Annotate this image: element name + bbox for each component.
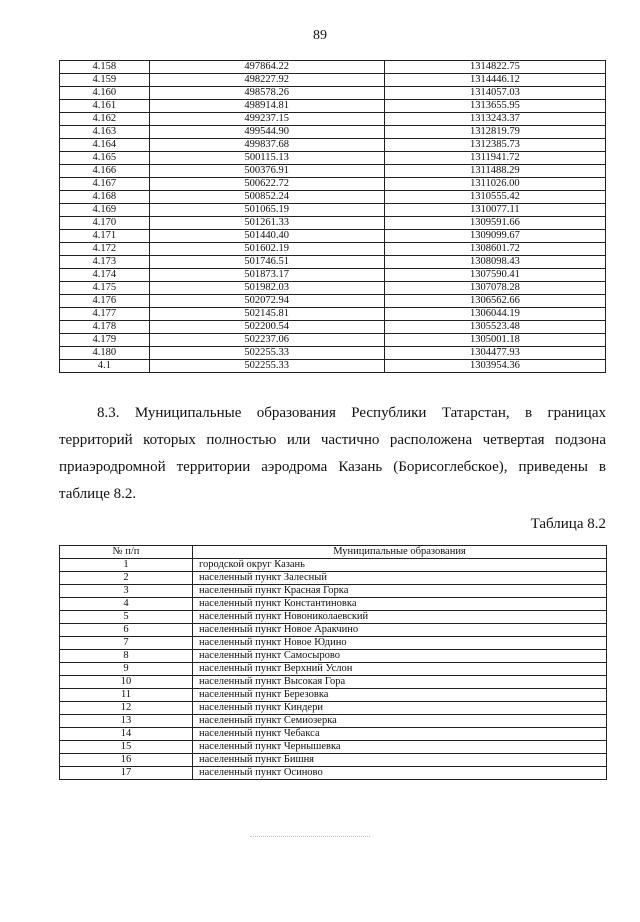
table-row [60,74,606,87]
page-number: 89 [313,28,327,43]
point-id-cell: 4.176 [60,295,150,308]
x-coordinate-cell: 500115.13 [149,152,384,165]
table-row [60,308,606,321]
x-coordinate-cell: 498227.92 [149,74,384,87]
y-coordinate-cell: 1303954.36 [384,360,605,373]
y-coordinate-cell: 1304477.93 [384,347,605,360]
point-id-cell: 4.161 [60,100,150,113]
table-caption: Таблица 8.2 [530,516,606,532]
table-row [60,334,606,347]
point-id-cell: 4.168 [60,191,150,204]
municipality-cell: населенный пункт Киндери [193,702,607,715]
table-row [60,767,607,780]
table-row [60,139,606,152]
header-number: № п/п [60,546,193,559]
x-coordinate-cell: 500622.72 [149,178,384,191]
table-header-row [60,546,607,559]
table-row [60,360,606,373]
table-row [60,702,607,715]
table-row [60,598,607,611]
header-municipalities: Муниципальные образования [193,546,607,559]
row-number-cell: 3 [60,585,193,598]
x-coordinate-cell: 500852.24 [149,191,384,204]
point-id-cell: 4.159 [60,74,150,87]
x-coordinate-cell: 502072.94 [149,295,384,308]
coordinates-table [59,60,606,373]
x-coordinate-cell: 501602.19 [149,243,384,256]
table-row [60,663,607,676]
row-number-cell: 16 [60,754,193,767]
y-coordinate-cell: 1308601.72 [384,243,605,256]
x-coordinate-cell: 501440.40 [149,230,384,243]
y-coordinate-cell: 1311488.29 [384,165,605,178]
row-number-cell: 4 [60,598,193,611]
table-row [60,676,607,689]
paragraph-8-3 [59,400,606,508]
table-row [60,624,607,637]
point-id-cell: 4.164 [60,139,150,152]
x-coordinate-cell: 499544.90 [149,126,384,139]
y-coordinate-cell: 1314057.03 [384,87,605,100]
y-coordinate-cell: 1314446.12 [384,74,605,87]
x-coordinate-cell: 498914.81 [149,100,384,113]
point-id-cell: 4.171 [60,230,150,243]
x-coordinate-cell: 499237.15 [149,113,384,126]
x-coordinate-cell: 502237.06 [149,334,384,347]
table-row [60,559,607,572]
table-row [60,269,606,282]
y-coordinate-cell: 1312385.73 [384,139,605,152]
table-row [60,754,607,767]
y-coordinate-cell: 1306044.19 [384,308,605,321]
point-id-cell: 4.175 [60,282,150,295]
y-coordinate-cell: 1310077.11 [384,204,605,217]
table-row [60,87,606,100]
municipalities-table [59,545,607,780]
municipality-cell: населенный пункт Новое Аракчино [193,624,607,637]
table-row [60,611,607,624]
row-number-cell: 9 [60,663,193,676]
row-number-cell: 13 [60,715,193,728]
municipality-cell: населенный пункт Красная Горка [193,585,607,598]
x-coordinate-cell: 502255.33 [149,347,384,360]
table-row [60,728,607,741]
municipality-cell: городской округ Казань [193,559,607,572]
municipality-cell: населенный пункт Высокая Гора [193,676,607,689]
point-id-cell: 4.173 [60,256,150,269]
table-row [60,585,607,598]
x-coordinate-cell: 501746.51 [149,256,384,269]
point-id-cell: 4.178 [60,321,150,334]
table-row [60,689,607,702]
y-coordinate-cell: 1307590.41 [384,269,605,282]
y-coordinate-cell: 1307078.28 [384,282,605,295]
table-row [60,347,606,360]
table-row [60,715,607,728]
y-coordinate-cell: 1313243.37 [384,113,605,126]
x-coordinate-cell: 501873.17 [149,269,384,282]
x-coordinate-cell: 500376.91 [149,165,384,178]
x-coordinate-cell: 501261.33 [149,217,384,230]
row-number-cell: 7 [60,637,193,650]
table-row [60,230,606,243]
table-row [60,650,607,663]
row-number-cell: 6 [60,624,193,637]
row-number-cell: 15 [60,741,193,754]
municipality-cell: населенный пункт Бишня [193,754,607,767]
y-coordinate-cell: 1314822.75 [384,61,605,74]
row-number-cell: 10 [60,676,193,689]
row-number-cell: 5 [60,611,193,624]
municipality-cell: населенный пункт Новое Юдино [193,637,607,650]
y-coordinate-cell: 1305001.18 [384,334,605,347]
x-coordinate-cell: 498578.26 [149,87,384,100]
x-coordinate-cell: 497864.22 [149,61,384,74]
municipality-cell: населенный пункт Чебакса [193,728,607,741]
row-number-cell: 8 [60,650,193,663]
table-row [60,100,606,113]
row-number-cell: 14 [60,728,193,741]
y-coordinate-cell: 1306562.66 [384,295,605,308]
point-id-cell: 4.165 [60,152,150,165]
table-row [60,204,606,217]
municipality-cell: населенный пункт Самосырово [193,650,607,663]
point-id-cell: 4.158 [60,61,150,74]
table-row [60,191,606,204]
municipality-cell: населенный пункт Березовка [193,689,607,702]
x-coordinate-cell: 502200.54 [149,321,384,334]
municipality-cell: населенный пункт Семиозерка [193,715,607,728]
table-row [60,572,607,585]
table-row [60,295,606,308]
y-coordinate-cell: 1311026.00 [384,178,605,191]
x-coordinate-cell: 502145.81 [149,308,384,321]
y-coordinate-cell: 1309591.66 [384,217,605,230]
municipality-cell: населенный пункт Новониколаевский [193,611,607,624]
table-row [60,178,606,191]
y-coordinate-cell: 1312819.79 [384,126,605,139]
point-id-cell: 4.170 [60,217,150,230]
y-coordinate-cell: 1305523.48 [384,321,605,334]
point-id-cell: 4.1 [60,360,150,373]
municipality-cell: населенный пункт Константиновка [193,598,607,611]
municipality-cell: населенный пункт Залесный [193,572,607,585]
row-number-cell: 1 [60,559,193,572]
y-coordinate-cell: 1311941.72 [384,152,605,165]
municipalities-table-body [60,559,607,780]
row-number-cell: 17 [60,767,193,780]
x-coordinate-cell: 499837.68 [149,139,384,152]
y-coordinate-cell: 1310555.42 [384,191,605,204]
municipality-cell: населенный пункт Верхний Услон [193,663,607,676]
table-row [60,243,606,256]
paragraph-text: 8.3. Муниципальные образования Республики Татарстан, в границах территорий которых полностью или частично расположена четвертая подзона приаэродромной территории аэродрома Казань (Борисоглебское), приведены в таблице 8.2. [59,405,606,502]
point-id-cell: 4.179 [60,334,150,347]
point-id-cell: 4.172 [60,243,150,256]
point-id-cell: 4.177 [60,308,150,321]
table-row [60,321,606,334]
table-row [60,113,606,126]
table-row [60,282,606,295]
row-number-cell: 2 [60,572,193,585]
y-coordinate-cell: 1308098.43 [384,256,605,269]
table-row [60,61,606,74]
point-id-cell: 4.169 [60,204,150,217]
point-id-cell: 4.162 [60,113,150,126]
x-coordinate-cell: 502255.33 [149,360,384,373]
y-coordinate-cell: 1313655.95 [384,100,605,113]
scan-artifact [250,836,370,843]
municipality-cell: населенный пункт Осиново [193,767,607,780]
point-id-cell: 4.160 [60,87,150,100]
table-row [60,152,606,165]
point-id-cell: 4.163 [60,126,150,139]
table-row [60,165,606,178]
point-id-cell: 4.180 [60,347,150,360]
point-id-cell: 4.167 [60,178,150,191]
table-row [60,126,606,139]
row-number-cell: 11 [60,689,193,702]
table-row [60,256,606,269]
coordinates-table-body [60,61,606,373]
point-id-cell: 4.166 [60,165,150,178]
y-coordinate-cell: 1309099.67 [384,230,605,243]
point-id-cell: 4.174 [60,269,150,282]
table-row [60,741,607,754]
municipality-cell: населенный пункт Чернышевка [193,741,607,754]
table-row [60,217,606,230]
row-number-cell: 12 [60,702,193,715]
x-coordinate-cell: 501982.03 [149,282,384,295]
x-coordinate-cell: 501065.19 [149,204,384,217]
table-row [60,637,607,650]
